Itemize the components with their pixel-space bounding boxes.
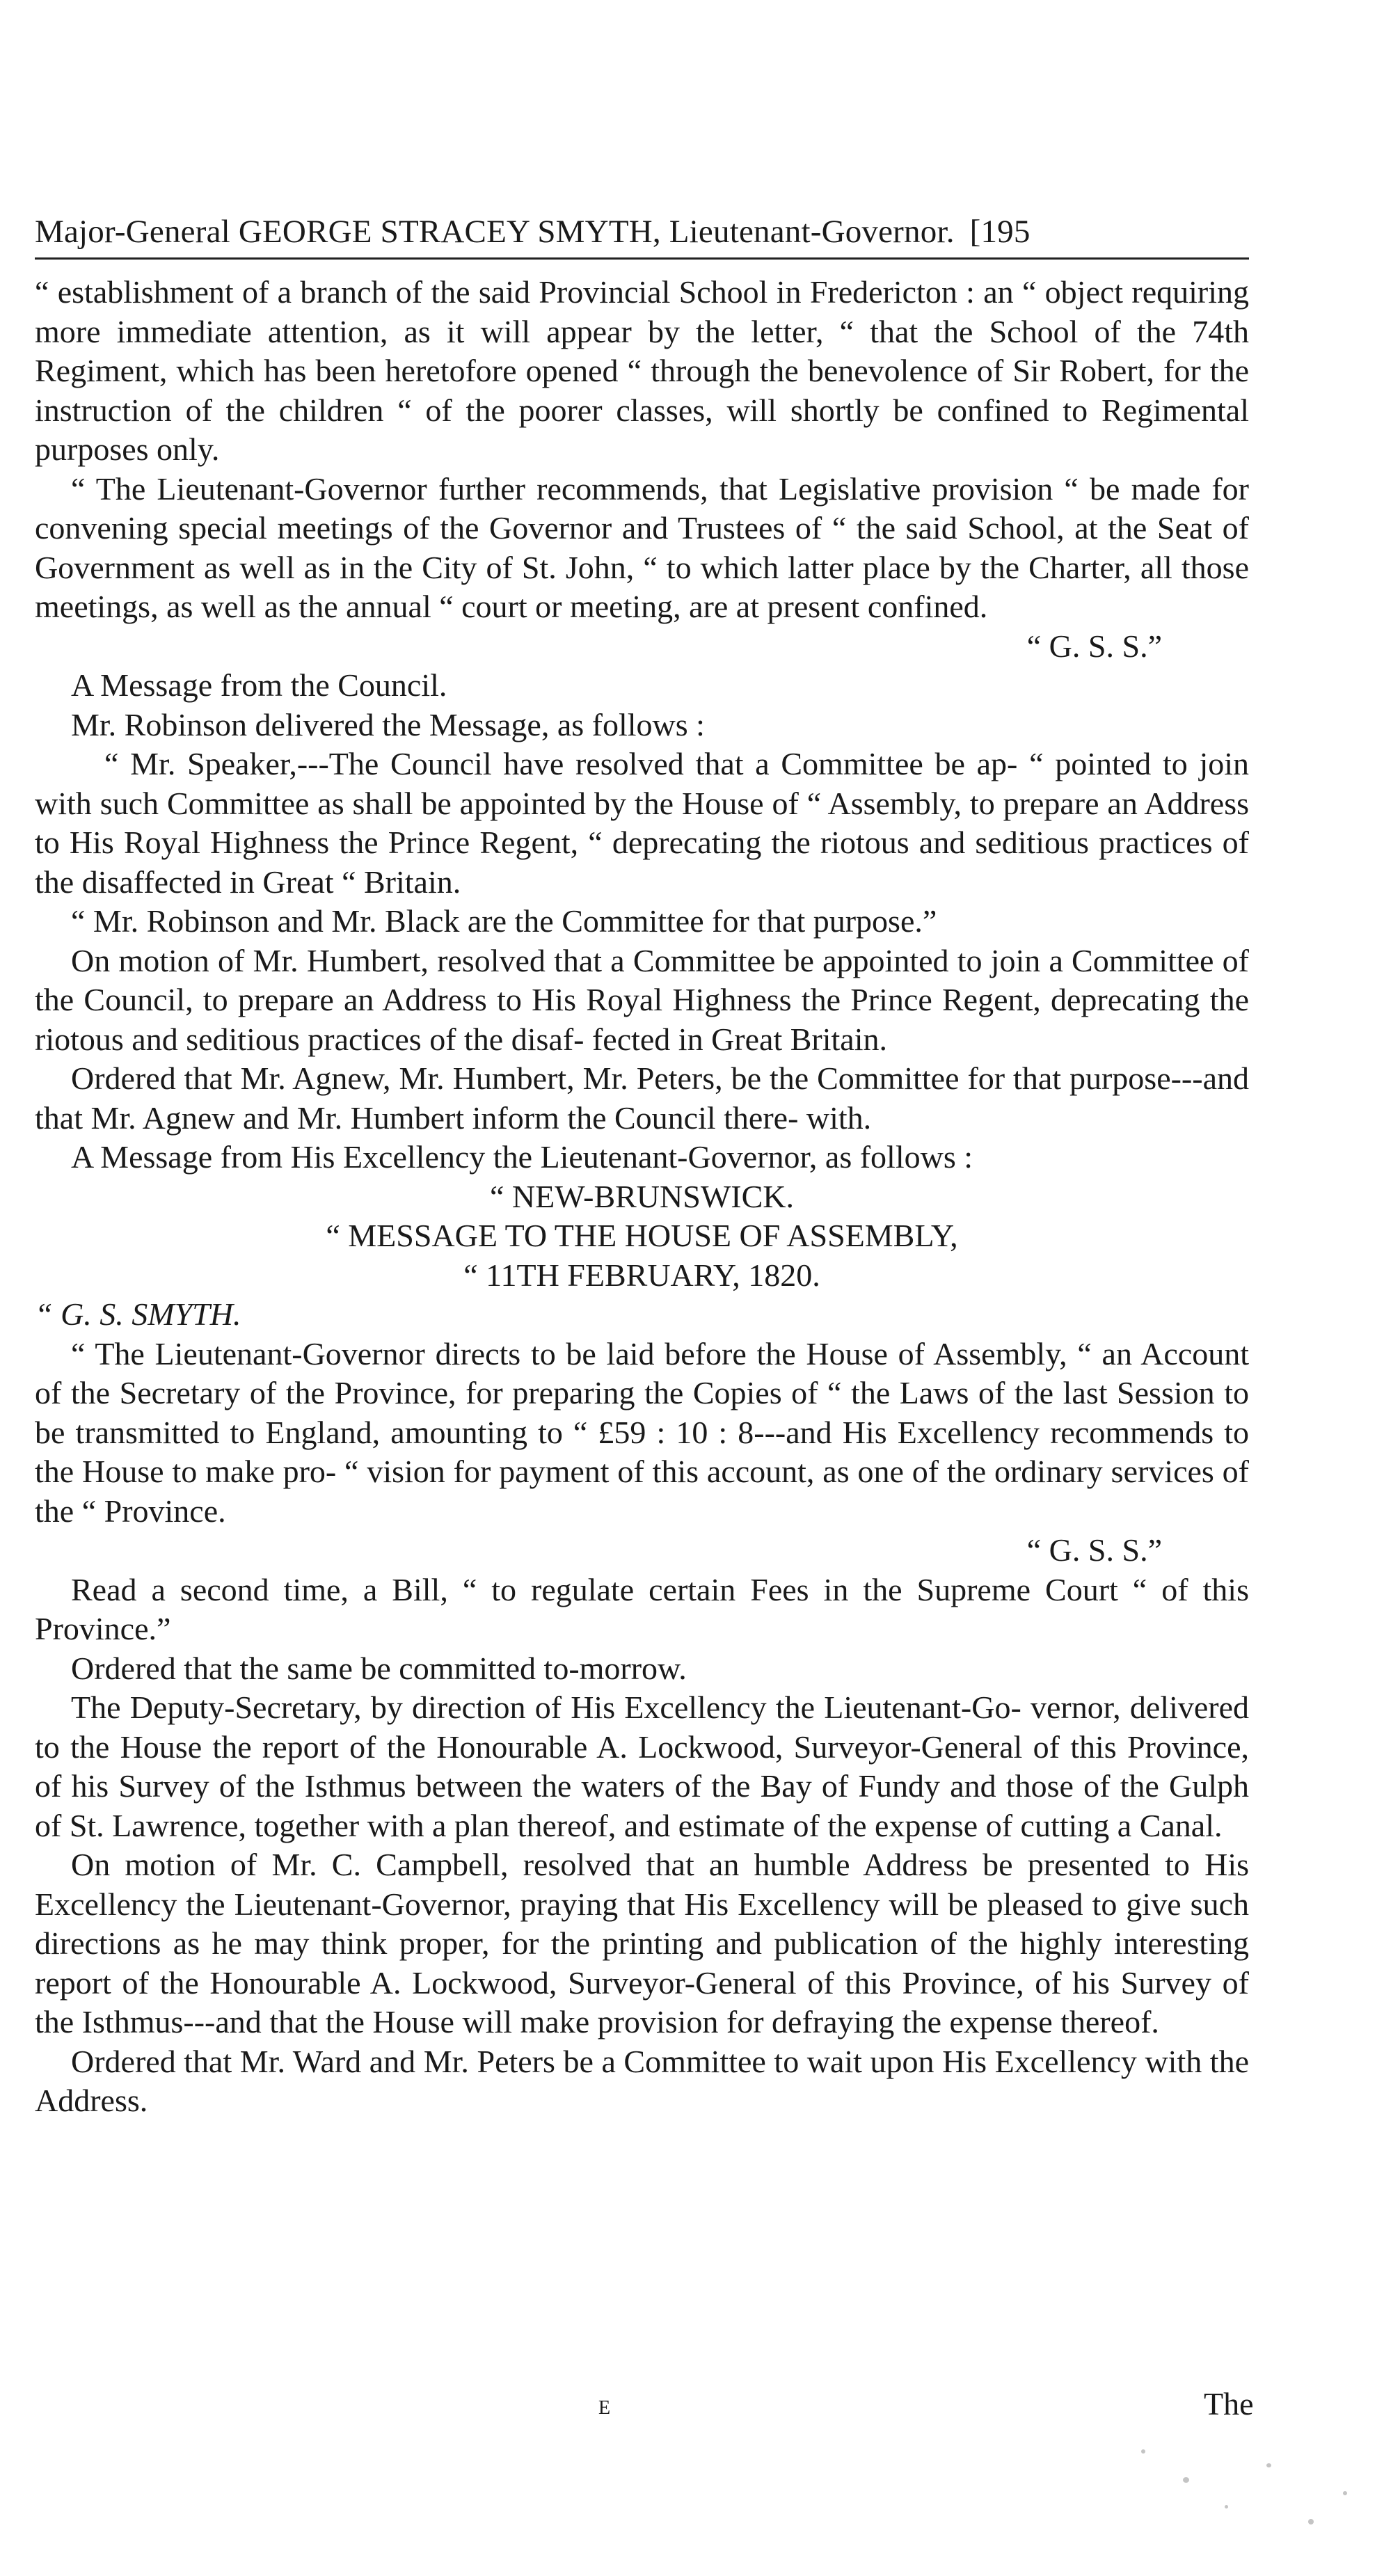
paragraph: Ordered that Mr. Ward and Mr. Peters be a Committee to wait upon His Excellency with the Address. xyxy=(35,2043,1249,2118)
print-speck xyxy=(1308,2519,1314,2525)
print-speck xyxy=(1141,2449,1145,2454)
paragraph: The Deputy-Secretary, by direction of His Excellency the Lieutenant-Go- vernor, delivered to the House the report of the Honourable A. Lockwood, Surveyor-General of this Province, of his Survey of the Isthmus between the waters of the Bay of Fundy and those of the Gulph of St. Lawrence, together with a plan thereof, and estimate of the expense of cutting a Canal. xyxy=(35,1689,1249,1843)
print-speck xyxy=(1225,2505,1228,2509)
print-speck xyxy=(1343,2491,1347,2495)
header-rule xyxy=(35,257,1249,260)
message-heading: “ NEW-BRUNSWICK. xyxy=(490,1178,794,1214)
signature-initials: “ G. S. S.” xyxy=(1026,1532,1162,1568)
paragraph: “ Mr. Robinson and Mr. Black are the Committee for that purpose.” xyxy=(71,903,937,939)
paragraph: On motion of Mr. Humbert, resolved that a Committee be appointed to join a Committee of the Council, to prepare an Address to His Royal Highness the Prince Regent, deprecating the riotous and seditious practices of the disaf- fected in Great Britain. xyxy=(35,942,1249,1057)
paragraph: “ The Lieutenant-Governor further recommends, that Legislative provision “ be made for convening special meetings of the Governor and Trustees of “ the said School, at the Seat of Government as well as in the City of St. John, “ to which latter place by the Charter, all those meetings, as well as the annual “ court or meeting, are at present confined. xyxy=(35,470,1249,624)
running-title: Major-General GEORGE STRACEY SMYTH, Lieutenant-Governor. xyxy=(35,214,955,250)
paragraph: Ordered that Mr. Agnew, Mr. Humbert, Mr. Peters, be the Committee for that purpose---and that Mr. Agnew and Mr. Humbert inform the Council there- with. xyxy=(35,1060,1249,1136)
page-number: [195 xyxy=(969,214,1031,250)
message-date: “ 11TH FEBRUARY, 1820. xyxy=(463,1257,820,1293)
page-body xyxy=(35,273,1249,2121)
paragraph: Mr. Robinson delivered the Message, as follows : xyxy=(71,706,705,742)
paragraph: “ The Lieutenant-Governor directs to be laid before the House of Assembly, “ an Account of the Secretary of the Province, for preparing the Copies of “ the Laws of the last Session to be transmitted to England, amounting to “ £59 : 10 : 8---and His Excellency recommends to the House to make pro- “ vision for payment of this account, as one of the ordinary services of the “ Province. xyxy=(35,1335,1249,1529)
paragraph: Ordered that the same be committed to-morrow. xyxy=(71,1650,687,1686)
message-heading: “ MESSAGE TO THE HOUSE OF ASSEMBLY, xyxy=(326,1218,958,1253)
printer-signature-mark: E xyxy=(598,2397,611,2419)
catchword: The xyxy=(1204,2386,1254,2422)
paragraph: A Message from the Council. xyxy=(71,667,447,703)
running-header xyxy=(35,211,1249,253)
signature-initials: “ G. S. S.” xyxy=(1026,628,1162,664)
paragraph: On motion of Mr. C. Campbell, resolved that an humble Address be presented to His Excellency the Lieutenant-Governor, praying that His Excellency will be pleased to give such directions as he may think proper, for the printing and publication of the highly interesting report of the Honourable A. Lockwood, Surveyor-General of this Province, of his Survey of the Isthmus---and that the House will make provision for defraying the expense thereof. xyxy=(35,1847,1249,2040)
paragraph: “ Mr. Speaker,---The Council have resolved that a Committee be ap- “ pointed to join with such Committee as shall be appointed by the House of “ Assembly, to prepare an Address to His Royal Highness the Prince Regent, “ deprecating the riotous and seditious practices of the disaffected in Great “ Britain. xyxy=(35,746,1249,900)
print-speck xyxy=(1266,2463,1271,2467)
message-signature: “ G. S. SMYTH. xyxy=(35,1296,241,1332)
paragraph: “ establishment of a branch of the said Provincial School in Fredericton : an “ object requiring more immediate attention, as it will appear by the letter, “ that the School of the 74th Regiment, which has been heretofore opened “ through the benevolence of Sir Robert, for the instruction of the children “ of the poorer classes, will shortly be confined to Regimental purposes only. xyxy=(35,274,1249,467)
print-speck xyxy=(1183,2477,1189,2483)
paragraph: Read a second time, a Bill, “ to regulate certain Fees in the Supreme Court “ of this Province.” xyxy=(35,1571,1249,1646)
paragraph: A Message from His Excellency the Lieutenant-Governor, as follows : xyxy=(71,1139,973,1175)
